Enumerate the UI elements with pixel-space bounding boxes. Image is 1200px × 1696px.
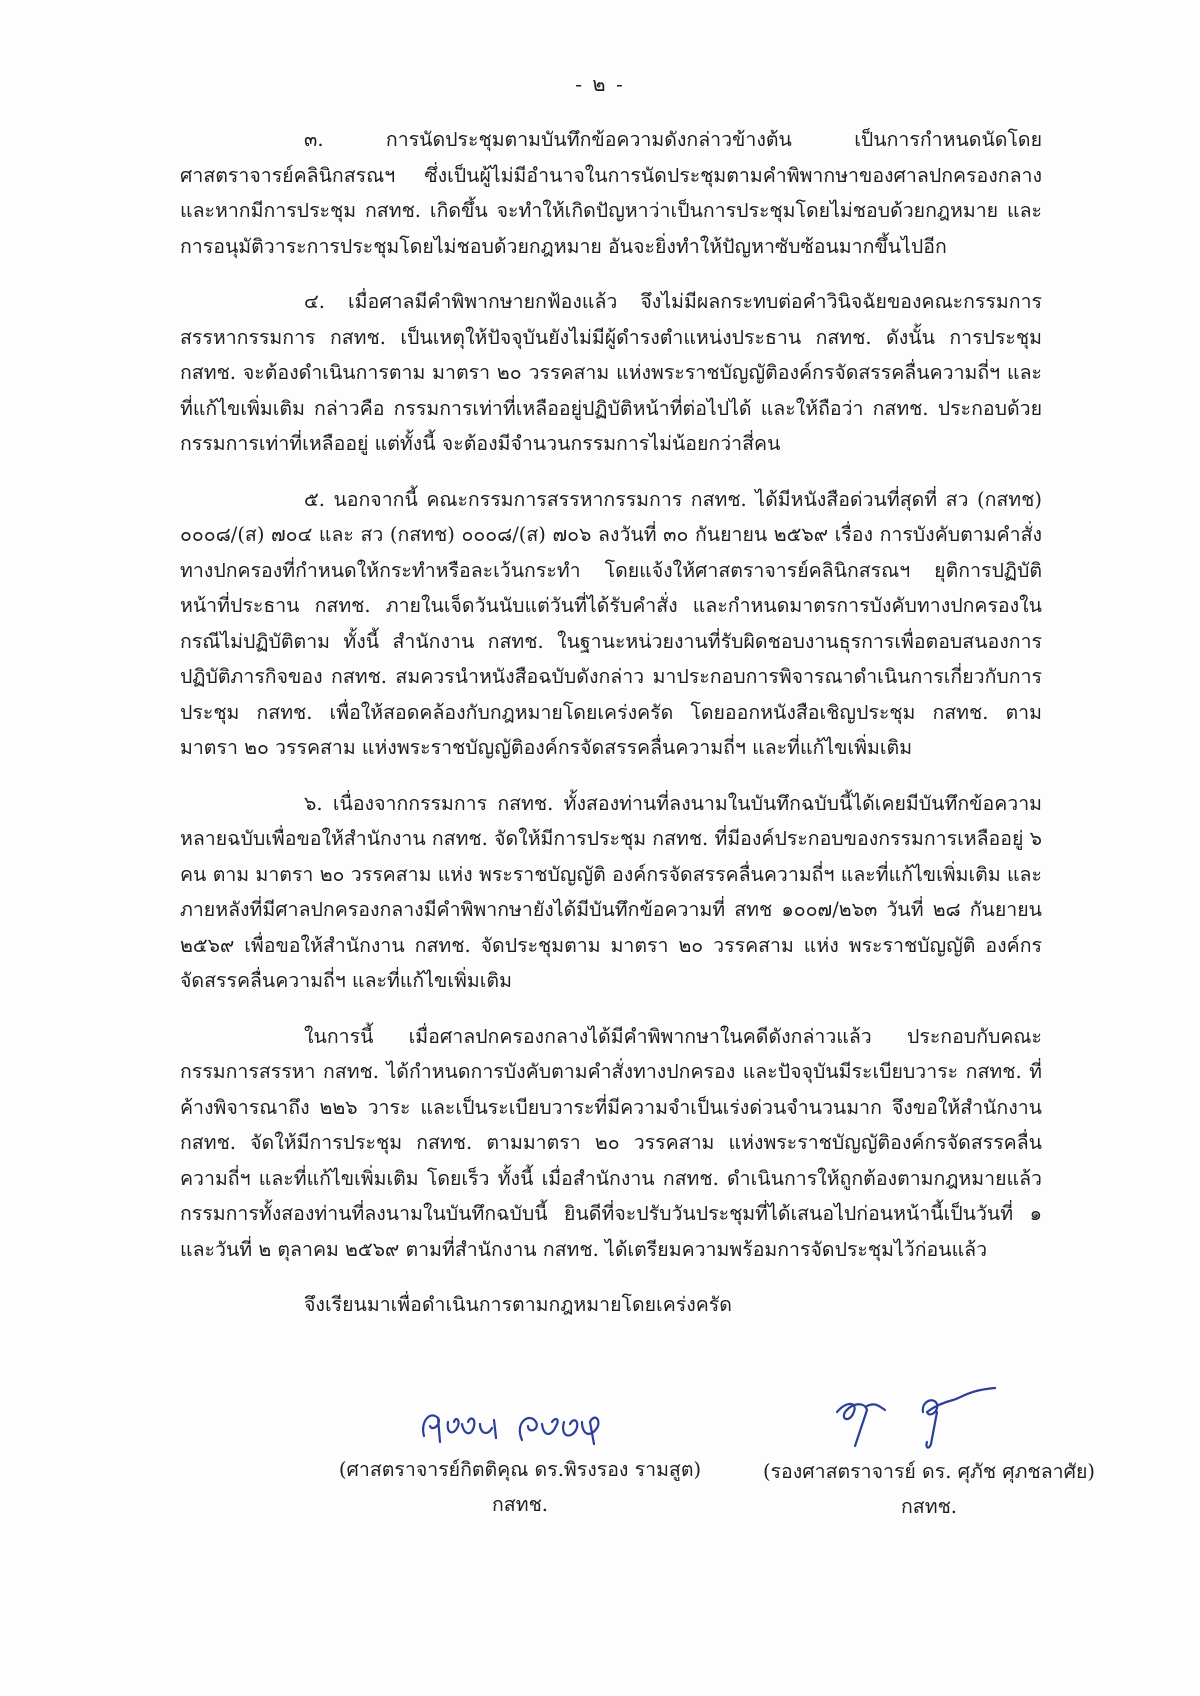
closing-line: จึงเรียนมาเพื่อดำเนินการตามกฎหมายโดยเคร่งครัด — [304, 1293, 732, 1316]
signatory-title-right: กสทช. — [901, 1495, 957, 1518]
handwritten-signature-left — [410, 1392, 630, 1452]
paragraph-3: ๓. การนัดประชุมตามบันทึกข้อความดังกล่าวข้างต้น เป็นการกำหนดนัดโดยศาสตราจารย์คลินิกสรณฯ ซึ่งเป็นผู้ไม่มีอำนาจในการนัดประชุมตามคำพิพากษาของศาลปกครองกลาง และหากมีการประชุม กสทช. เกิดขึ้น จะทำให้เกิดปัญหาว่าเป็นการประชุมโดยไม่ชอบด้วยกฎหมาย และการอนุมัติวาระการประชุมโดยไม่ชอบด้วยกฎหมาย อันจะยิ่งทำให้ปัญหาซับซ้อนมากขึ้นไปอีก — [180, 128, 1042, 258]
signatory-title-left: กสทช. — [492, 1493, 548, 1516]
signature-block-left — [330, 1392, 710, 1522]
paragraph-4: ๔. เมื่อศาลมีคำพิพากษายกฟ้องแล้ว จึงไม่มีผลกระทบต่อคำวินิจฉัยของคณะกรรมการสรรหากรรมการ กสทช. เป็นเหตุให้ปัจจุบันยังไม่มีผู้ดำรงตำแหน่งประธาน กสทช. ดังนั้น การประชุม กสทช. จะต้องดำเนินการตาม มาตรา ๒๐ วรรคสาม แห่งพระราชบัญญัติองค์กรจัดสรรคลื่นความถี่ฯ และที่แก้ไขเพิ่มเติม กล่าวคือ กรรมการเท่าที่เหลืออยู่ปฏิบัติหน้าที่ต่อไปได้ และให้ถือว่า กสทช. ประกอบด้วยกรรมการเท่าที่เหลืออยู่ แต่ทั้งนี้ จะต้องมีจำนวนกรรมการไม่น้อยกว่าสี่คน — [180, 290, 1042, 455]
signature-block-right — [744, 1372, 1114, 1524]
signatory-name-left: (ศาสตราจารย์กิตติคุณ ดร.พิรงรอง รามสูต) — [338, 1458, 702, 1481]
page-number: - ๒ - — [575, 72, 625, 96]
paragraph-request: ในการนี้ เมื่อศาลปกครองกลางได้มีคำพิพากษาในคดีดังกล่าวแล้ว ประกอบกับคณะกรรมการสรรหา กสทช. ได้กำหนดการบังคับตามคำสั่งทางปกครอง และปัจจุบันมีระเบียบวาระ กสทช. ที่ค้างพิจารณาถึง ๒๒๖ วาระ และเป็นระเบียบวาระที่มีความจำเป็นเร่งด่วนจำนวนมาก จึงขอให้สำนักงาน กสทช. จัดให้มีการประชุม กสทช. ตามมาตรา ๒๐ วรรคสาม แห่งพระราชบัญญัติองค์กรจัดสรรคลื่นความถี่ฯ และที่แก้ไขเพิ่มเติม โดยเร็ว ทั้งนี้ เมื่อสำนักงาน กสทช. ดำเนินการให้ถูกต้องตามกฎหมายแล้ว กรรมการทั้งสองท่านที่ลงนามในบันทึกฉบับนี้ ยินดีที่จะปรับวันประชุมที่ได้เสนอไปก่อนหน้านี้เป็นวันที่ ๑ และวันที่ ๒ ตุลาคม ๒๕๖๙ ตามที่สำนักงาน กสทช. ได้เตรียมความพร้อมการจัดประชุมไว้ก่อนแล้ว — [180, 1024, 1042, 1261]
paragraph-6: ๖. เนื่องจากกรรมการ กสทช. ทั้งสองท่านที่ลงนามในบันทึกฉบับนี้ได้เคยมีบันทึกข้อความหลายฉบับเพื่อขอให้สำนักงาน กสทช. จัดให้มีการประชุม กสทช. ที่มีองค์ประกอบของกรรมการเหลืออยู่ ๖ คน ตาม มาตรา ๒๐ วรรคสาม แห่ง พระราชบัญญัติ องค์กรจัดสรรคลื่นความถี่ฯ และที่แก้ไขเพิ่มเติม และภายหลังที่มีศาลปกครองกลางมีคำพิพากษายังได้มีบันทึกข้อความที่ สทช ๑๐๐๗/๒๖๓ วันที่ ๒๘ กันยายน ๒๕๖๙ เพื่อขอให้สำนักงาน กสทช. จัดประชุมตาม มาตรา ๒๐ วรรคสาม แห่ง พระราชบัญญัติ องค์กรจัดสรรคลื่นความถี่ฯ และที่แก้ไขเพิ่มเติม — [180, 791, 1042, 992]
memo-body — [180, 122, 1042, 1343]
paragraph-5: ๕. นอกจากนี้ คณะกรรมการสรรหากรรมการ กสทช. ได้มีหนังสือด่วนที่สุดที่ สว (กสทช) ๐๐๐๘/(ส) ๗๐๔ และ สว (กสทช) ๐๐๐๘/(ส) ๗๐๖ ลงวันที่ ๓๐ กันยายน ๒๕๖๙ เรื่อง การบังคับตามคำสั่งทางปกครองที่กำหนดให้กระทำหรือละเว้นกระทำ โดยแจ้งให้ศาสตราจารย์คลินิกสรณฯ ยุติการปฏิบัติหน้าที่ประธาน กสทช. ภายในเจ็ดวันนับแต่วันที่ได้รับคำสั่ง และกำหนดมาตรการบังคับทางปกครองในกรณีไม่ปฏิบัติตาม ทั้งนี้ สำนักงาน กสทช. ในฐานะหน่วยงานที่รับผิดชอบงานธุรการเพื่อตอบสนองการปฏิบัติภารกิจของ กสทช. สมควรนำหนังสือฉบับดังกล่าว มาประกอบการพิจารณาดำเนินการเกี่ยวกับการประชุม กสทช. เพื่อให้สอดคล้องกับกฎหมายโดยเคร่งครัด โดยออกหนังสือเชิญประชุม กสทช. ตาม มาตรา ๒๐ วรรคสาม แห่งพระราชบัญญัติองค์กรจัดสรรคลื่นความถี่ฯ และที่แก้ไขเพิ่มเติม — [180, 487, 1042, 759]
handwritten-signature-right — [819, 1372, 1039, 1454]
signatory-name-right: (รองศาสตราจารย์ ดร. ศุภัช ศุภชลาศัย) — [762, 1460, 1096, 1483]
